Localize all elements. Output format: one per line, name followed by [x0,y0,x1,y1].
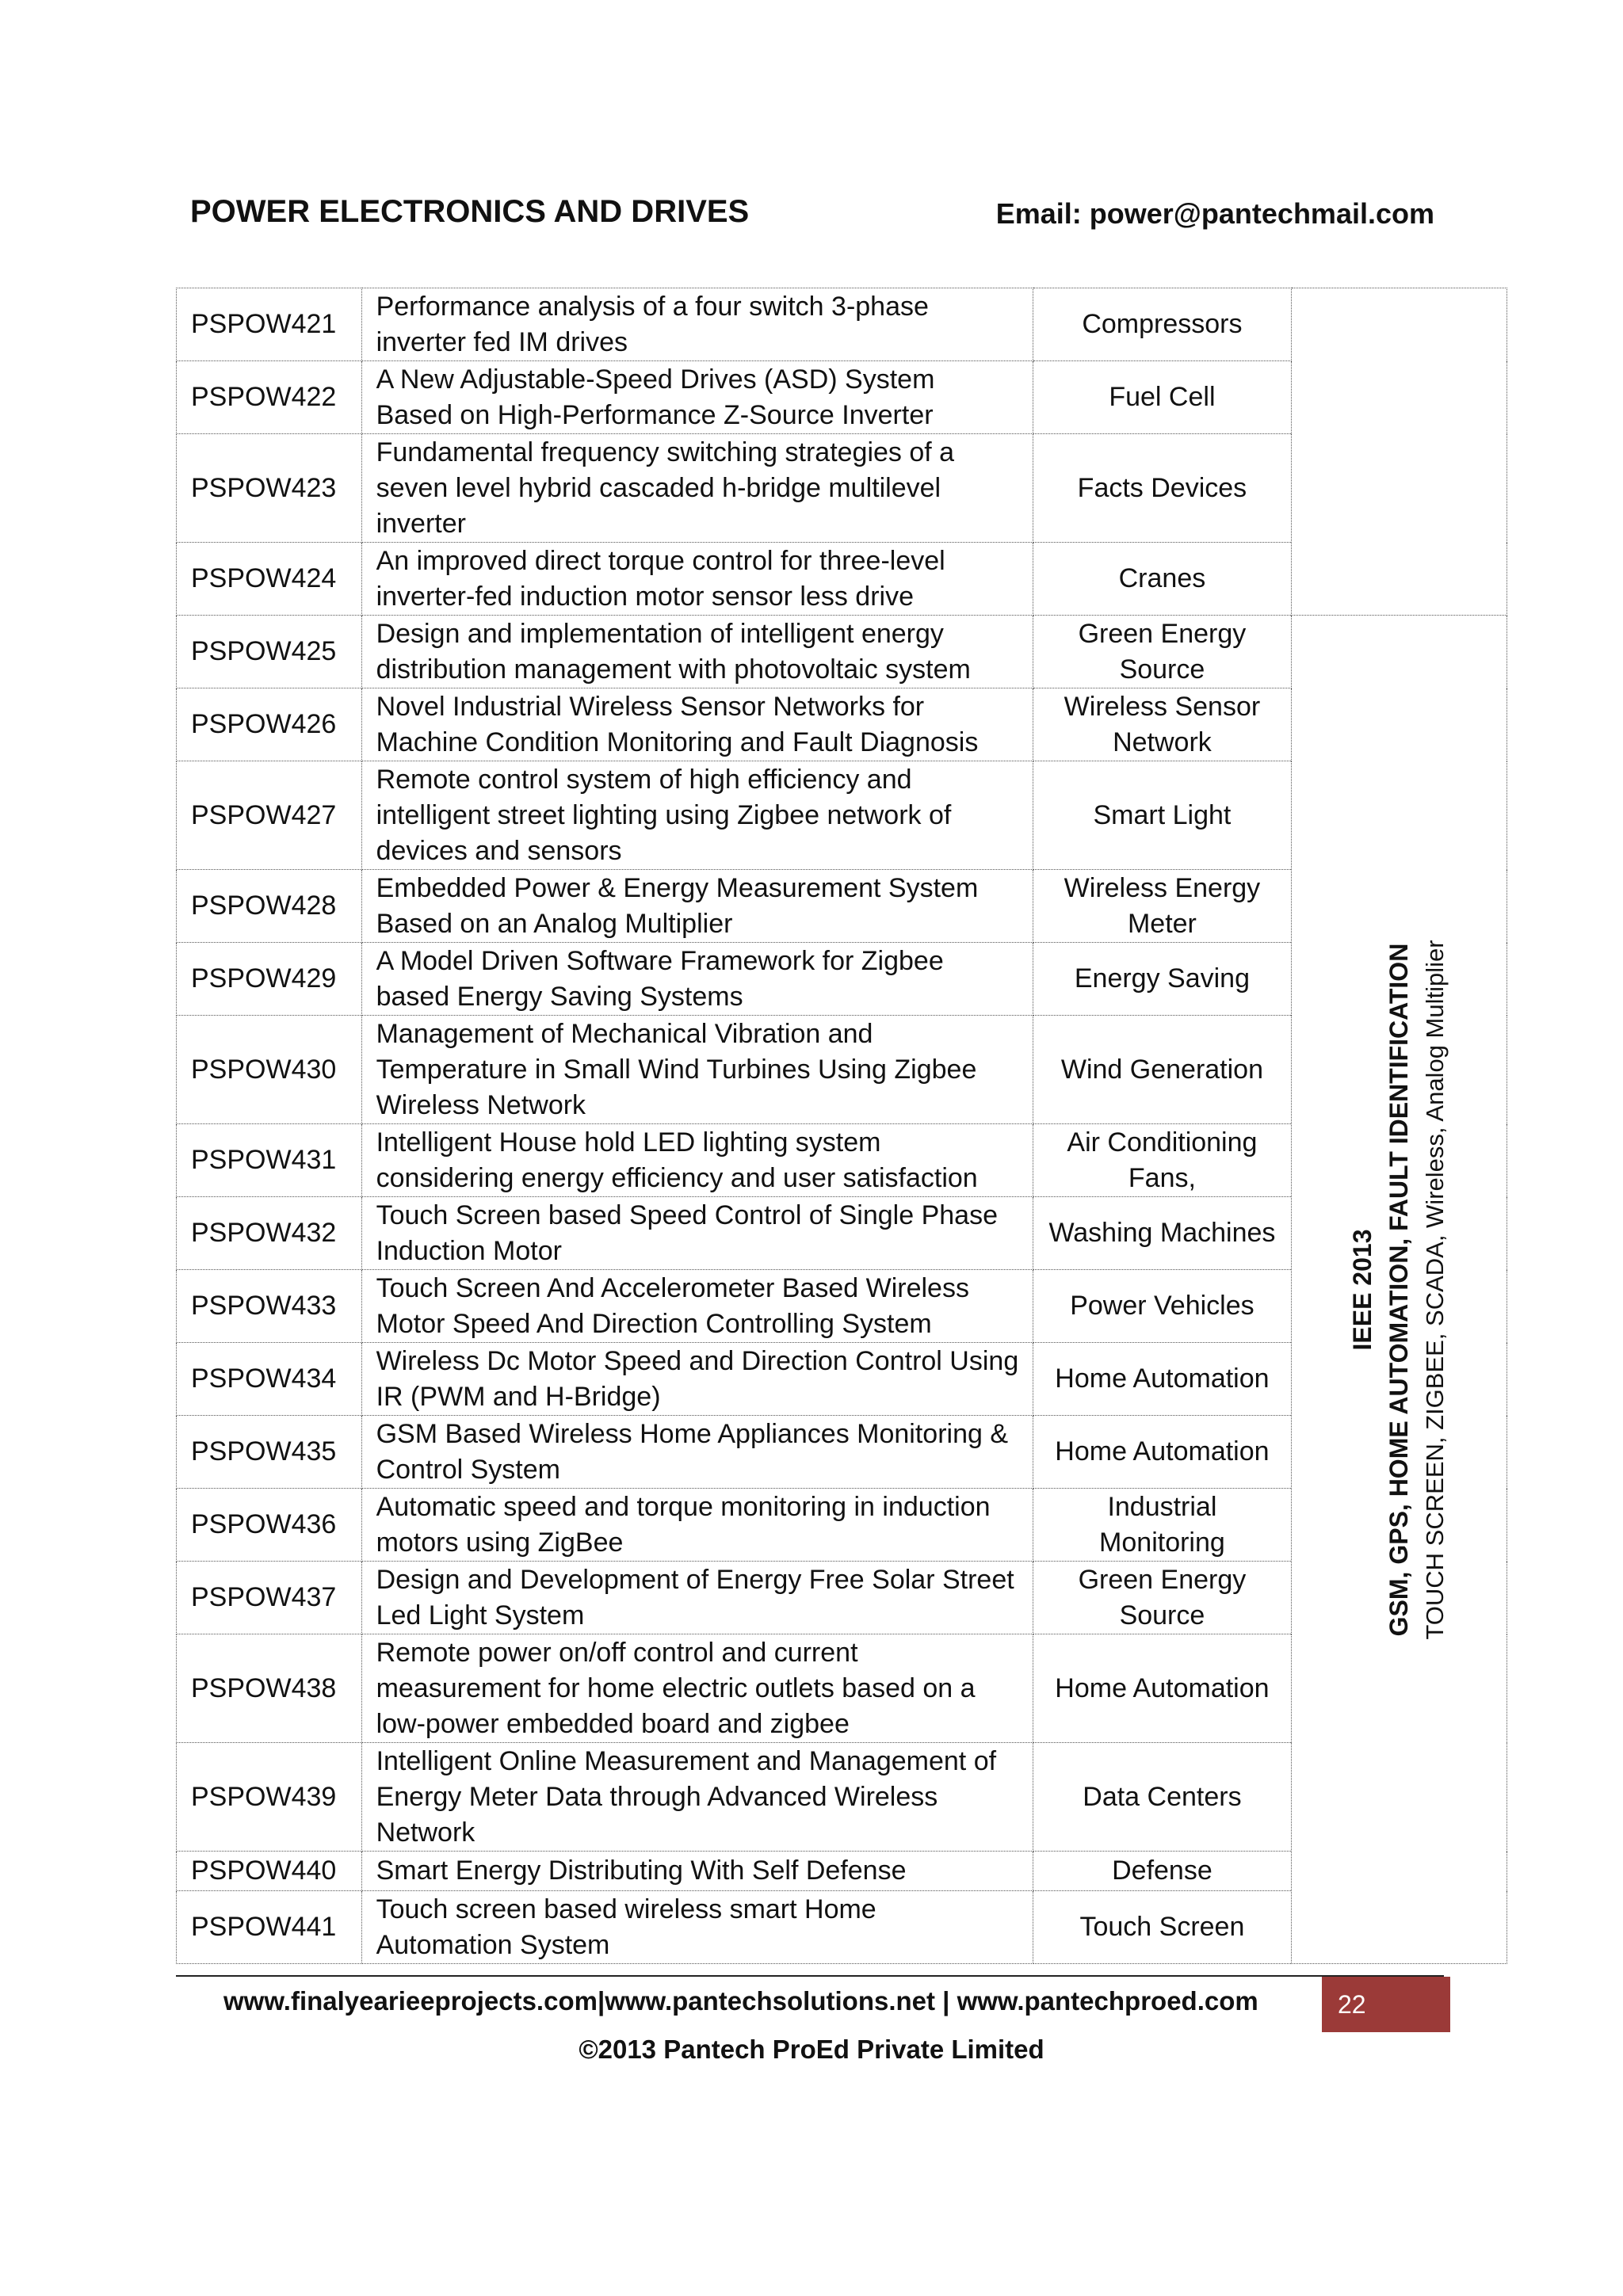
project-application: Data Centers [1033,1743,1291,1852]
project-code: PSPOW428 [177,870,362,943]
project-code: PSPOW438 [177,1634,362,1743]
project-application: Green Energy Source [1033,616,1291,688]
project-code: PSPOW435 [177,1416,362,1489]
project-code: PSPOW430 [177,1016,362,1124]
project-code: PSPOW440 [177,1852,362,1891]
project-code: PSPOW437 [177,1562,362,1634]
page-title: POWER ELECTRONICS AND DRIVES [190,194,750,229]
project-code: PSPOW432 [177,1197,362,1270]
footer-links: www.finalyearieeprojects.com|www.pantechsolutions.net | www.pantechproed.com [223,1986,1258,2016]
table-row [177,616,1507,688]
contact-email: Email: power@pantechmail.com [995,197,1434,230]
project-application: Industrial Monitoring [1033,1489,1291,1562]
project-application: Washing Machines [1033,1197,1291,1270]
category-side-text [1344,940,1453,1639]
project-title: An improved direct torque control for three-level inverter-fed induction motor sensor less drive [361,543,1033,616]
project-application: Wireless Sensor Network [1033,688,1291,761]
project-title: Intelligent House hold LED lighting system considering energy efficiency and user satisfaction [361,1124,1033,1197]
project-title: Remote power on/off control and current measurement for home electric outlets based on a low-power embedded board and zigbee [361,1634,1033,1743]
project-title: Touch Screen And Accelerometer Based Wireless Motor Speed And Direction Controlling System [361,1270,1033,1343]
project-title: Performance analysis of a four switch 3-phase inverter fed IM drives [361,288,1033,361]
project-application: Home Automation [1033,1416,1291,1489]
project-title: A Model Driven Software Framework for Zigbee based Energy Saving Systems [361,943,1033,1016]
project-application: Defense [1033,1852,1291,1891]
project-application: Home Automation [1033,1343,1291,1416]
project-application: Wind Generation [1033,1016,1291,1124]
side-cell-empty [1291,288,1507,616]
copyright-text: ©2013 Pantech ProEd Private Limited [579,2035,1044,2064]
project-code: PSPOW421 [177,288,362,361]
project-title: Touch Screen based Speed Control of Single Phase Induction Motor [361,1197,1033,1270]
project-code: PSPOW429 [177,943,362,1016]
project-application: Fuel Cell [1033,361,1291,434]
project-code: PSPOW431 [177,1124,362,1197]
project-title: Intelligent Online Measurement and Management of Energy Meter Data through Advanced Wireless Network [361,1743,1033,1852]
page-number: 22 [1338,1990,1366,2019]
project-title: Wireless Dc Motor Speed and Direction Control Using IR (PWM and H-Bridge) [361,1343,1033,1416]
project-code: PSPOW422 [177,361,362,434]
project-code: PSPOW439 [177,1743,362,1852]
project-application: Wireless Energy Meter [1033,870,1291,943]
project-code: PSPOW426 [177,688,362,761]
project-title: Embedded Power & Energy Measurement System Based on an Analog Multiplier [361,870,1033,943]
project-table [176,288,1507,1964]
project-code: PSPOW423 [177,434,362,543]
project-title: Smart Energy Distributing With Self Defense [361,1852,1033,1891]
project-application: Air Conditioning Fans, [1033,1124,1291,1197]
project-code: PSPOW436 [177,1489,362,1562]
project-title: Fundamental frequency switching strategies of a seven level hybrid cascaded h-bridge multilevel inverter [361,434,1033,543]
footer-divider [176,1975,1444,1977]
project-title: Design and Development of Energy Free Solar Street Led Light System [361,1562,1033,1634]
project-title: Automatic speed and torque monitoring in induction motors using ZigBee [361,1489,1033,1562]
project-code: PSPOW425 [177,616,362,688]
project-code: PSPOW434 [177,1343,362,1416]
project-application: Cranes [1033,543,1291,616]
project-title: GSM Based Wireless Home Appliances Monitoring & Control System [361,1416,1033,1489]
project-title: A New Adjustable-Speed Drives (ASD) System Based on High-Performance Z-Source Inverter [361,361,1033,434]
project-application: Touch Screen [1033,1891,1291,1964]
project-application: Home Automation [1033,1634,1291,1743]
project-title: Management of Mechanical Vibration and Temperature in Small Wind Turbines Using Zigbee Wireless Network [361,1016,1033,1124]
project-application: Facts Devices [1033,434,1291,543]
project-application: Compressors [1033,288,1291,361]
project-code: PSPOW433 [177,1270,362,1343]
project-application: Green Energy Source [1033,1562,1291,1634]
project-title: Remote control system of high efficiency and intelligent street lighting using Zigbee network of devices and sensors [361,761,1033,870]
project-title: Design and implementation of intelligent energy distribution management with photovoltaic system [361,616,1033,688]
page-number-badge [1322,1977,1450,2032]
side-label-line1: IEEE 2013 [1348,1229,1377,1350]
project-application: Power Vehicles [1033,1270,1291,1343]
project-code: PSPOW424 [177,543,362,616]
project-title: Novel Industrial Wireless Sensor Networks for Machine Condition Monitoring and Fault Diagnosis [361,688,1033,761]
project-code: PSPOW427 [177,761,362,870]
category-side-label [1291,616,1507,1964]
project-application: Smart Light [1033,761,1291,870]
table-row [177,288,1507,361]
side-label-line3: TOUCH SCREEN, ZIGBEE, SCADA, Wireless, Analog Multiplier [1421,939,1449,1640]
project-table-container [176,288,1507,1967]
page-header [190,194,1434,242]
project-application: Energy Saving [1033,943,1291,1016]
side-label-line2: GSM, GPS, HOME AUTOMATION, FAULT IDENTIFICATION [1384,943,1414,1636]
project-title: Touch screen based wireless smart Home Automation System [361,1891,1033,1964]
project-code: PSPOW441 [177,1891,362,1964]
